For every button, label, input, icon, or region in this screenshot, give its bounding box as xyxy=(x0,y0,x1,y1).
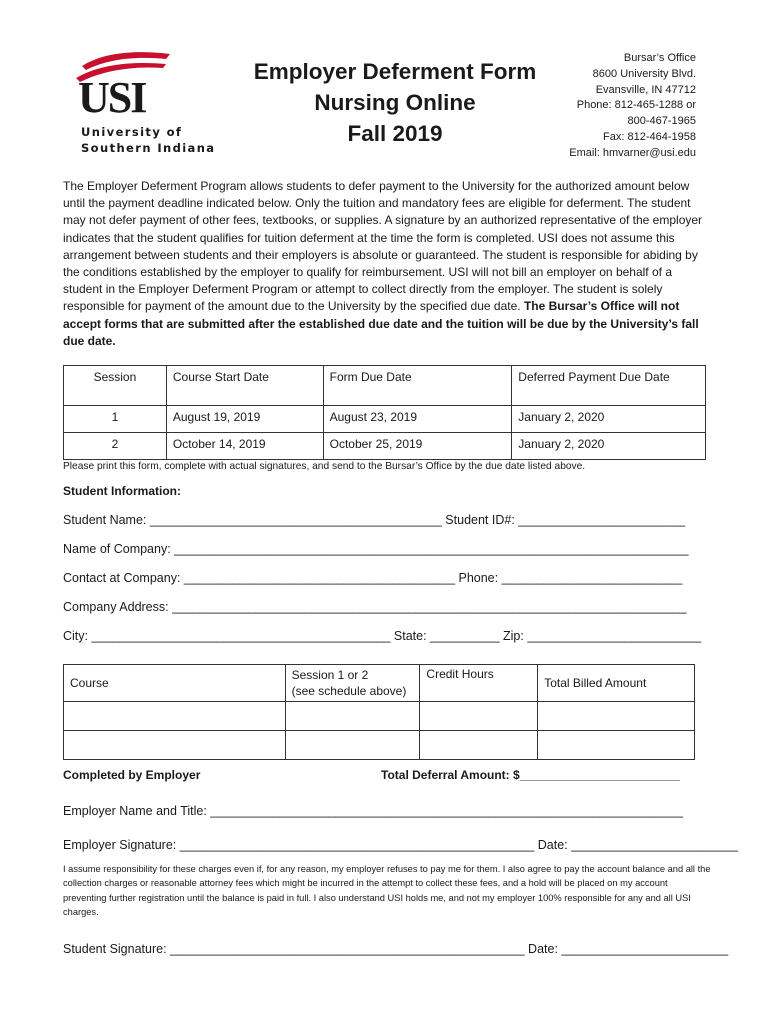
table-row xyxy=(64,731,695,760)
session-entry-cell[interactable] xyxy=(285,702,420,731)
schedule-cell: October 25, 2019 xyxy=(323,433,512,460)
course-table xyxy=(63,664,695,760)
course-header-credit-hours: Credit Hours xyxy=(420,665,538,702)
schedule-cell: October 14, 2019 xyxy=(166,433,323,460)
course-entry-cell[interactable] xyxy=(64,731,286,760)
course-header-row xyxy=(64,665,695,702)
employer-signature-date-field[interactable]: Employer Signature: ___________________________________________________ Date: ________________________ xyxy=(63,838,738,852)
print-instructions: Please print this form, complete with actual signatures, and send to the Bursar’s Office by the due date listed above. xyxy=(63,461,586,472)
course-header-session-line-2: (see schedule above) xyxy=(291,684,407,698)
table-row xyxy=(64,433,706,460)
course-header-session xyxy=(285,665,420,702)
student-signature-date-field[interactable]: Student Signature: ___________________________________________________ Date: ________________________ xyxy=(63,942,729,956)
contact-phone-2: 800-467-1965 xyxy=(627,115,696,128)
course-header-session-line-1: Session 1 or 2 xyxy=(291,668,369,682)
contact-phone: Phone: 812-465-1288 or xyxy=(576,99,696,112)
intro-paragraph xyxy=(63,178,713,350)
schedule-header-form-due: Form Due Date xyxy=(323,366,512,406)
schedule-header-payment-due: Deferred Payment Due Date xyxy=(512,366,706,406)
total-billed-entry-cell[interactable] xyxy=(538,731,695,760)
course-header-total-billed: Total Billed Amount xyxy=(538,665,695,702)
contact-address-1: 8600 University Blvd. xyxy=(592,67,696,80)
total-deferral-amount-field[interactable]: Total Deferral Amount: $________________________ xyxy=(381,768,680,782)
city-state-zip-field[interactable]: City: ___________________________________________ State: __________ Zip: _________________________ xyxy=(63,629,702,643)
schedule-header-session: Session xyxy=(64,366,167,406)
logo-southern-indiana: Southern Indiana xyxy=(81,141,216,155)
schedule-cell: January 2, 2020 xyxy=(512,433,706,460)
contact-fax: Fax: 812-464-1958 xyxy=(603,130,696,143)
intro-bold-warning: The Bursar’s Office will not accept forms that are submitted after the established due date and the tuition will be due by the University’s fall due date. xyxy=(63,299,699,348)
intro-body: The Employer Deferment Program allows students to defer payment to the University for the authorized amount below until the payment deadline indicated below. Only the tuition and mandatory fees are eligible for deferment. The student may not defer payment of other fees, textbooks, or supplies. A signature by an authorized representative of the employer indicates that the student qualifies for tuition deferment at the time the form is completed. USI does not assume this arrangement between students and their employers is absolute or guaranteed. The student is responsible for abiding by the conditions established by the employer to qualify for reimbursement. USI will not bill an employer on behalf of a student in the Employer Deferment Program or attempt to collect directly from the employer. The student is solely responsible for payment of the amount due to the University by the specified due date. xyxy=(63,179,703,314)
usi-logo xyxy=(74,48,214,158)
contact-address-2: Evansville, IN 47712 xyxy=(595,83,696,96)
company-contact-phone-field[interactable]: Contact at Company: _______________________________________ Phone: __________________________ xyxy=(63,571,683,585)
company-name-field[interactable]: Name of Company: __________________________________________________________________________ xyxy=(63,542,689,556)
schedule-cell: 2 xyxy=(64,433,167,460)
session-entry-cell[interactable] xyxy=(285,731,420,760)
student-info-heading: Student Information: xyxy=(63,484,181,498)
title-line-2: Nursing Online xyxy=(314,90,476,115)
schedule-cell: 1 xyxy=(64,406,167,433)
schedule-header-row xyxy=(64,366,706,406)
schedule-header-start: Course Start Date xyxy=(166,366,323,406)
credit-hours-entry-cell[interactable] xyxy=(420,702,538,731)
employer-name-title-field[interactable]: Employer Name and Title: ____________________________________________________________________ xyxy=(63,804,684,818)
contact-office: Bursar’s Office xyxy=(623,52,696,64)
student-name-id-field[interactable]: Student Name: __________________________________________ Student ID#: ________________________ xyxy=(63,513,686,527)
schedule-cell: August 23, 2019 xyxy=(323,406,512,433)
usi-logo-mark xyxy=(74,48,174,120)
schedule-cell: August 19, 2019 xyxy=(166,406,323,433)
title-line-3: Fall 2019 xyxy=(347,121,443,146)
contact-email: Email: hmvarner@usi.edu xyxy=(569,146,696,159)
course-header-course: Course xyxy=(64,665,286,702)
bursar-contact xyxy=(496,51,696,162)
course-entry-cell[interactable] xyxy=(64,702,286,731)
session-schedule-table xyxy=(63,365,706,460)
company-address-field[interactable]: Company Address: __________________________________________________________________________ xyxy=(63,600,687,614)
table-row xyxy=(64,406,706,433)
total-billed-entry-cell[interactable] xyxy=(538,702,695,731)
completed-by-employer-heading: Completed by Employer xyxy=(63,768,201,782)
responsibility-statement: I assume responsibility for these charges even if, for any reason, my employer refuses to pay me for them. I also agree to pay the account balance and all the collection charges or reasonable attorney fees which might be incurred in the attempt to collect these fees, and a hold will be placed on my account preventing further registration until the balance is paid in full. I also understand USI holds me, and not my employer 100% responsible for any and all USI charges. xyxy=(63,864,711,918)
usi-wordmark: USI xyxy=(78,73,146,120)
logo-university-of: University of xyxy=(81,125,183,139)
table-row xyxy=(64,702,695,731)
credit-hours-entry-cell[interactable] xyxy=(420,731,538,760)
title-line-1: Employer Deferment Form xyxy=(253,59,537,84)
schedule-cell: January 2, 2020 xyxy=(512,406,706,433)
